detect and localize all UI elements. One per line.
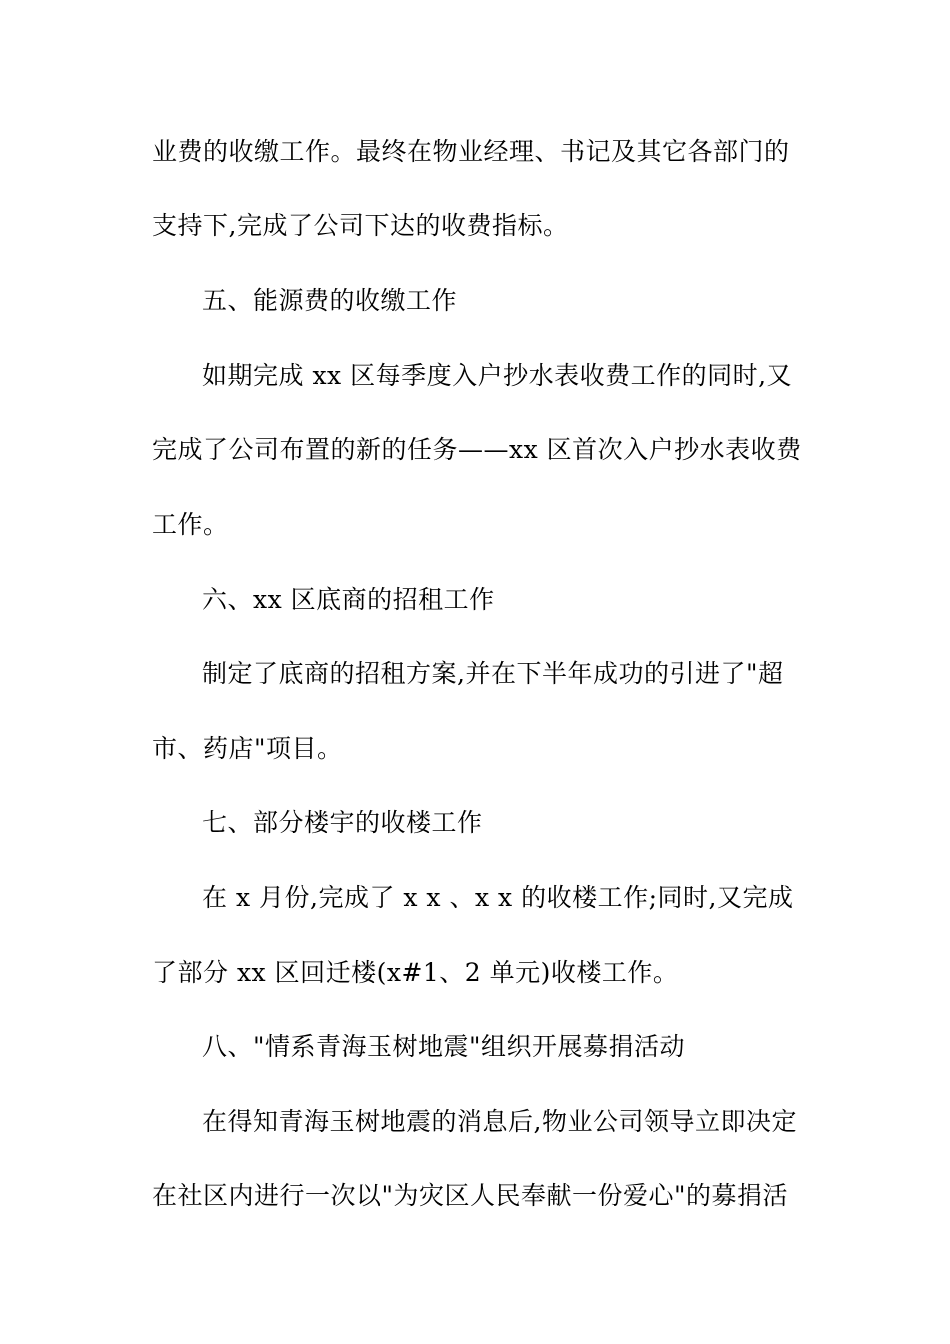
- paragraph-line: 工作。: [152, 510, 229, 539]
- section-heading: 七、部分楼宇的收楼工作: [202, 808, 483, 837]
- paragraph-line: 制定了底商的招租方案,并在下半年成功的引进了"超: [202, 659, 784, 688]
- paragraph-line: 在社区内进行一次以"为灾区人民奉献一份爱心"的募捐活: [152, 1181, 789, 1210]
- paragraph-line: 在得知青海玉树地震的消息后,物业公司领导立即决定: [202, 1107, 797, 1136]
- section-heading: 八、"情系青海玉树地震"组织开展募捐活动: [202, 1032, 685, 1061]
- paragraph-line: 在 x 月份,完成了 x x 、x x 的收楼工作;同时,又完成: [202, 883, 794, 912]
- paragraph-line: 业费的收缴工作。最终在物业经理、书记及其它各部门的: [152, 137, 790, 166]
- paragraph-line: 市、药店"项目。: [152, 734, 343, 763]
- paragraph-line: 支持下,完成了公司下达的收费指标。: [152, 211, 569, 240]
- section-heading: 六、xx 区底商的招租工作: [202, 585, 495, 614]
- paragraph-line: 完成了公司布置的新的任务——xx 区首次入户抄水表收费: [152, 435, 802, 464]
- section-heading: 五、能源费的收缴工作: [202, 286, 458, 315]
- paragraph-line: 了部分 xx 区回迁楼(x#1、2 单元)收楼工作。: [152, 958, 679, 987]
- paragraph-line: 如期完成 xx 区每季度入户抄水表收费工作的同时,又: [202, 361, 793, 390]
